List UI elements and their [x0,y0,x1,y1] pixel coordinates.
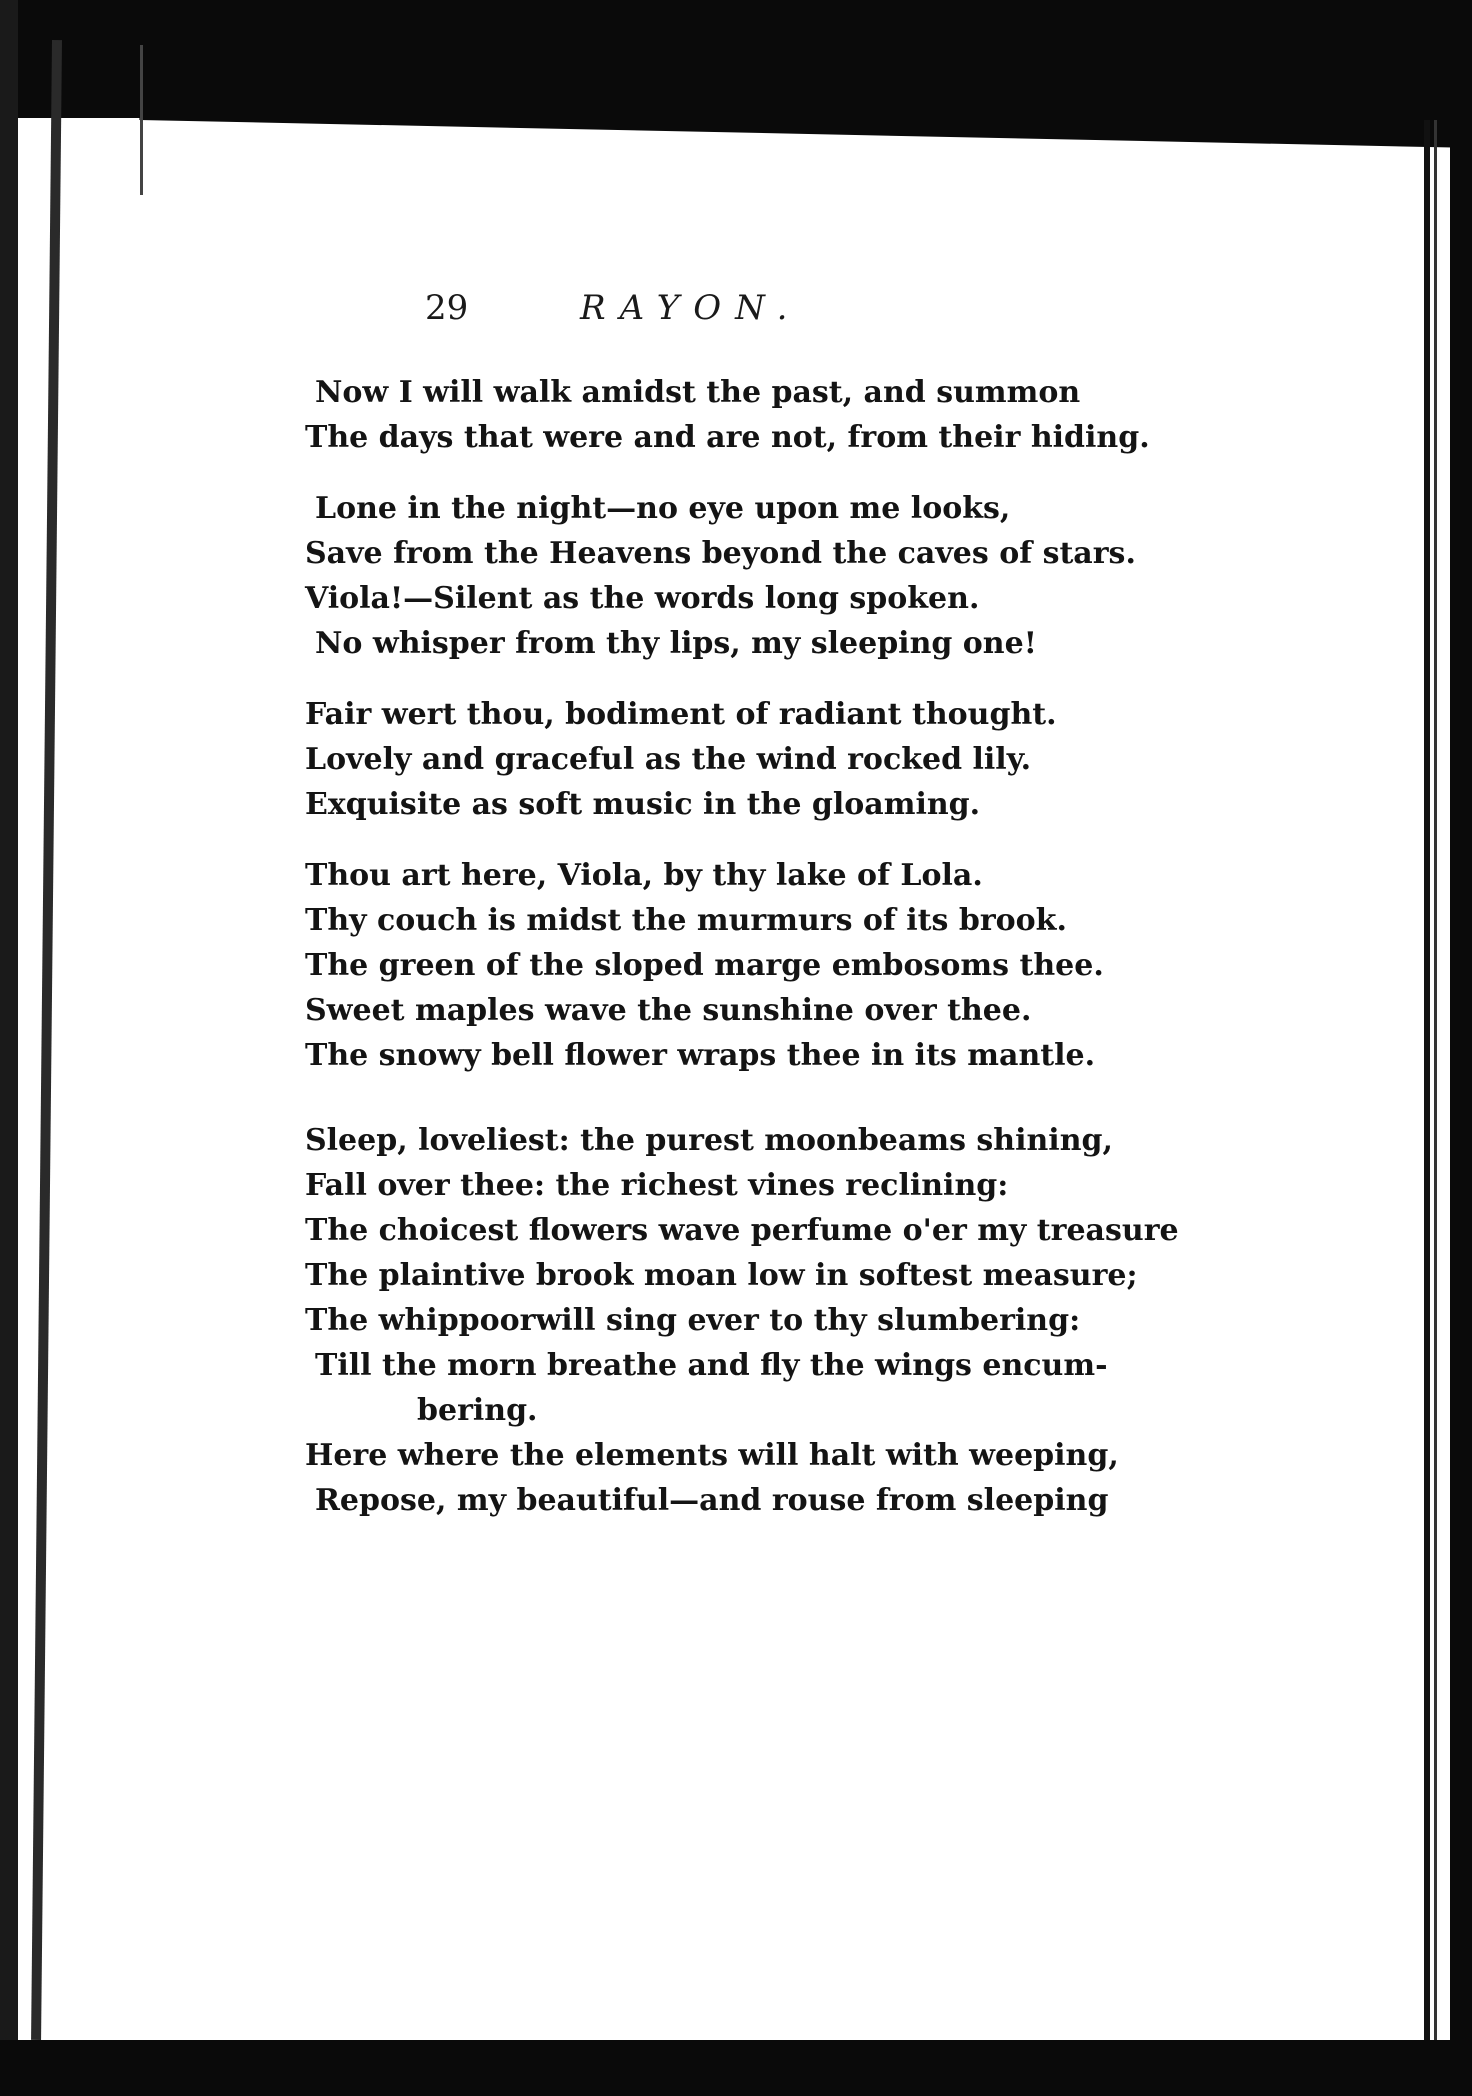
stanza [305,1118,1179,1523]
page-gutter-line [140,45,143,195]
poem-line: Thou art here, Viola, by thy lake of Lola. [305,858,983,893]
poem-line: The plaintive brook moan low in softest measure; [305,1258,1138,1293]
poem-line: Save from the Heavens beyond the caves of stars. [305,536,1136,571]
stanza [305,486,1136,666]
page-gutter-shadow [31,40,62,2040]
poem-line: Sweet maples wave the sunshine over thee. [305,993,1032,1028]
stanza [305,370,1150,460]
poem-line: Fall over thee: the richest vines reclining: [305,1168,1009,1203]
poem-line: Viola!—Silent as the words long spoken. [305,581,980,616]
poem-line: Exquisite as soft music in the gloaming. [305,787,981,822]
page-header [425,288,1025,338]
poem-line: Thy couch is midst the murmurs of its brook. [305,903,1067,938]
poem-line: The green of the sloped marge embosoms thee. [305,948,1104,983]
scan-border-right [1450,0,1472,2096]
poem-line: The snowy bell flower wraps thee in its mantle. [305,1038,1096,1073]
poem-line: Lovely and graceful as the wind rocked lily. [305,742,1032,777]
page-number: 29 [425,288,469,328]
poem-line: The whippoorwill sing ever to thy slumbering: [305,1303,1081,1338]
poem-line: Lone in the night—no eye upon me looks, [315,491,1011,526]
scan-border-bottom [0,2040,1472,2096]
poem-line: bering. [417,1393,538,1428]
page-edge-right [1424,120,1430,2040]
poem-line: No whisper from thy lips, my sleeping one! [315,626,1037,661]
poem-line: Fair wert thou, bodiment of radiant thought. [305,697,1057,732]
poem-body [305,370,1179,1549]
poem-line: Repose, my beautiful—and rouse from sleeping [315,1483,1109,1518]
scan-border-left [0,0,18,2096]
poem-line: Sleep, loveliest: the purest moonbeams shining, [305,1123,1113,1158]
poem-line: Now I will walk amidst the past, and summon [315,375,1081,410]
poem-line: Till the morn breathe and fly the wings encum- [315,1348,1108,1383]
poem-line: The choicest flowers wave perfume o'er my treasure [305,1213,1179,1248]
poem-line: The days that were and are not, from their hiding. [305,420,1150,455]
page-edge-right-inner [1434,120,1437,2040]
stanza [305,853,1104,1078]
poem-line: Here where the elements will halt with weeping, [305,1438,1119,1473]
running-title: RAYON. [580,288,802,328]
stanza [305,692,1095,827]
